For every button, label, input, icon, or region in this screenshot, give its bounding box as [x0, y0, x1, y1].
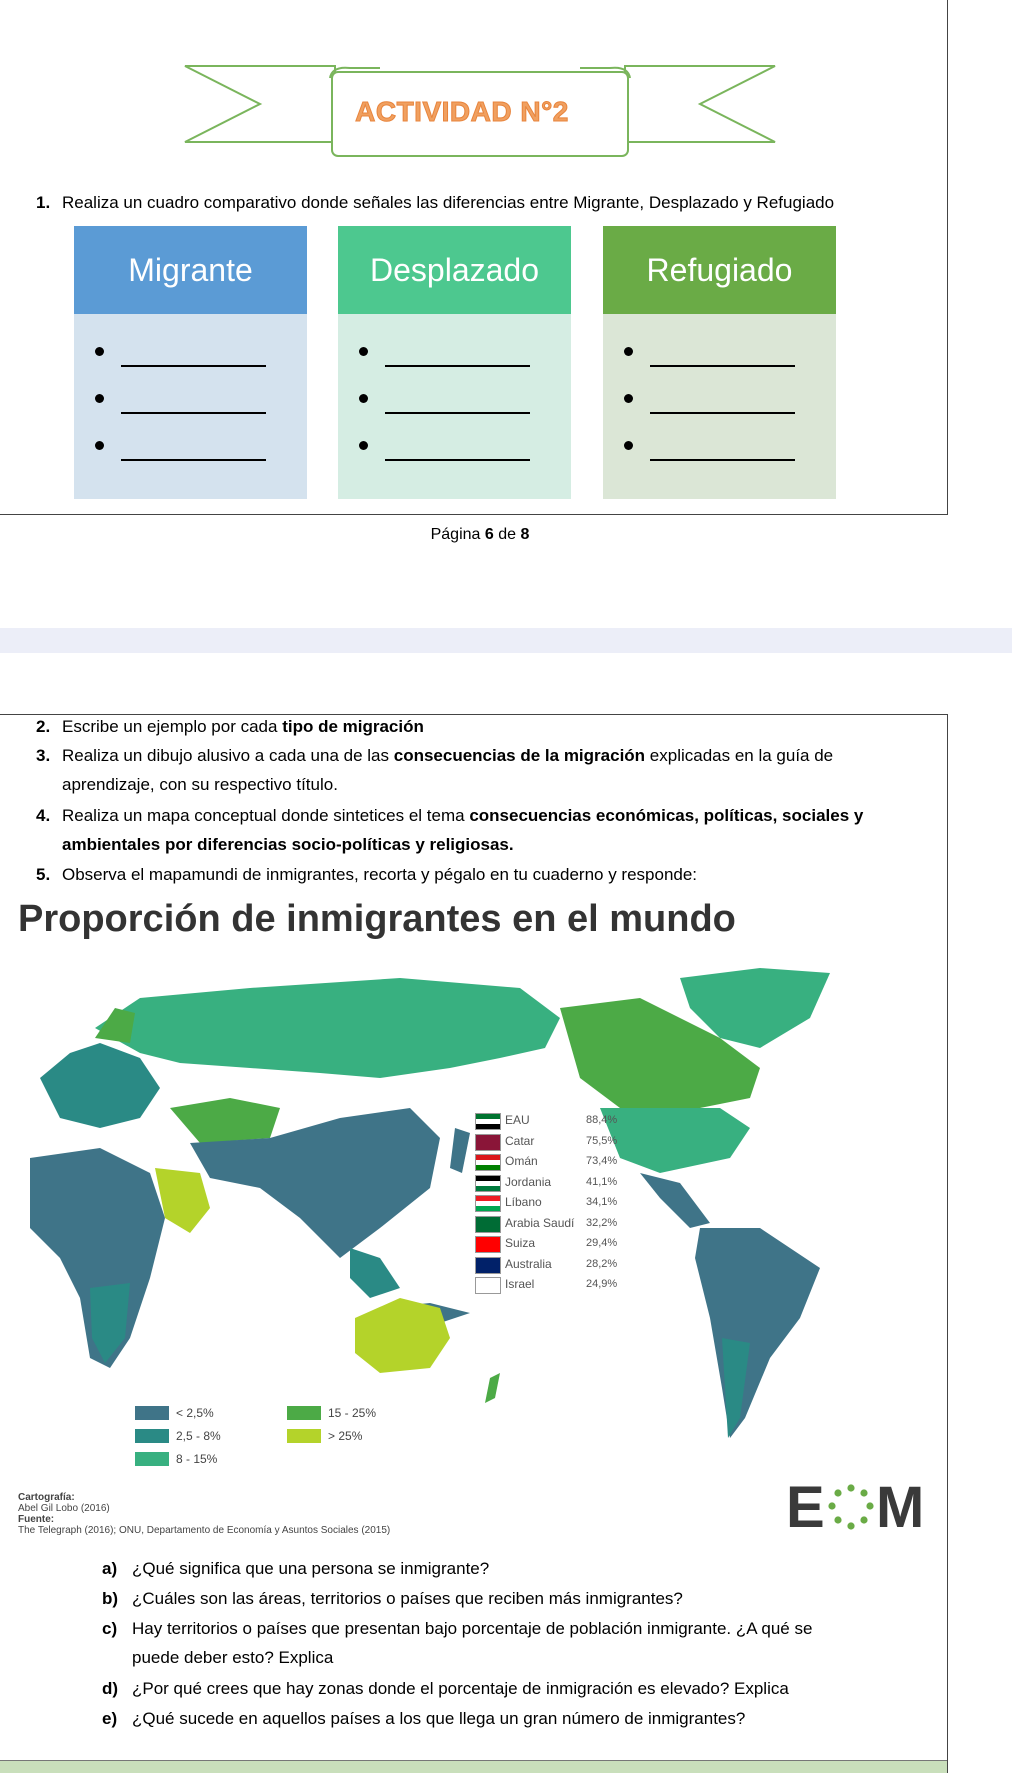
card-body-refugiado [603, 314, 836, 499]
map-title: Proporción de inmigrantes en el mundo [18, 898, 736, 940]
card-body-migrante [74, 314, 307, 499]
card-body-desplazado [338, 314, 571, 499]
stat-country: Jordania [505, 1174, 552, 1189]
stat-country: Suiza [505, 1236, 536, 1250]
answer-blank-line [650, 412, 795, 414]
subquestion: b) ¿Cuáles son las áreas, territorios o países que reciben más inmigrantes? [102, 1589, 683, 1608]
map-europe [40, 1043, 160, 1128]
stat-value: 34,1% [586, 1196, 618, 1208]
answer-blank-line [650, 459, 795, 461]
flag-icon [475, 1113, 501, 1130]
page-footer: Página 6 de 8 [430, 526, 530, 543]
subquestion: puede deber esto? Explica [132, 1648, 334, 1667]
legend-swatch [287, 1429, 321, 1443]
eom-logo: E M [786, 1475, 925, 1540]
stat-value: 73,4% [586, 1155, 618, 1167]
flag-icon [475, 1216, 501, 1233]
question-line: 4. Realiza un mapa conceptual donde sintetices el tema consecuencias económicas, políticas, sociales y [36, 806, 864, 825]
next-page-strip [0, 1760, 947, 1773]
answer-blank-line [121, 365, 266, 367]
legend-label: < 2,5% [176, 1406, 214, 1420]
question-line: 3. Realiza un dibujo alusivo a cada una de las consecuencias de la migración explicadas en la guía de [36, 746, 834, 765]
bullet-icon [95, 441, 104, 450]
cartography-label: Cartografía: [18, 1492, 75, 1503]
stat-country: Líbano [505, 1195, 542, 1209]
question-line: ambientales por diferencias socio-políticas y religiosas. [62, 835, 514, 854]
legend-label: 2,5 - 8% [176, 1429, 221, 1443]
bullet-icon [359, 347, 368, 356]
stat-value: 24,9% [586, 1278, 618, 1290]
card-header-migrante: Migrante [74, 226, 307, 314]
stat-country: Israel [505, 1277, 535, 1291]
card-header-refugiado: Refugiado [603, 226, 836, 314]
flag-icon [475, 1277, 501, 1294]
activity-title: ACTIVIDAD N°2 [355, 96, 569, 127]
stat-value: 29,4% [586, 1237, 618, 1249]
world-map [0, 958, 947, 1478]
answer-blank-line [650, 365, 795, 367]
source-text: The Telegraph (2016); ONU, Departamento de Economía y Asuntos Sociales (2015) [18, 1525, 391, 1536]
question-line: aprendizaje, con su respectivo título. [62, 775, 338, 794]
map-australia [355, 1298, 450, 1373]
map-new-zealand [485, 1373, 500, 1403]
bullet-icon [359, 394, 368, 403]
map-central-america [640, 1173, 710, 1228]
answer-blank-line [385, 365, 530, 367]
bullet-icon [624, 347, 633, 356]
stat-value: 28,2% [586, 1257, 618, 1270]
bullet-icon [624, 441, 633, 450]
flag-icon [475, 1154, 501, 1171]
subquestion: a) ¿Qué significa que una persona se inmigrante? [102, 1559, 490, 1578]
logo-ring-icon [828, 1484, 874, 1530]
flag-icon [475, 1257, 501, 1274]
flag-icon [475, 1175, 501, 1192]
legend-label: > 25% [328, 1429, 363, 1443]
legend-label: 15 - 25% [328, 1406, 377, 1420]
subquestion: e) ¿Qué sucede en aquellos países a los que llega un gran número de inmigrantes? [102, 1709, 746, 1728]
map-south-america [695, 1228, 820, 1438]
flag-icon [475, 1236, 501, 1253]
answer-blank-line [385, 412, 530, 414]
flag-icon [475, 1195, 501, 1212]
legend-label: 8 - 15% [176, 1452, 218, 1466]
bullet-icon [359, 441, 368, 450]
stat-country: EAU [505, 1113, 530, 1127]
question-1: 1. Realiza un cuadro comparativo donde señales las diferencias entre Migrante, Desplazado y Refugiado [36, 193, 835, 212]
question-line: 2. Escribe un ejemplo por cada tipo de migración [36, 717, 424, 736]
map-kazakhstan [170, 1098, 280, 1143]
card-header-desplazado: Desplazado [338, 226, 571, 314]
answer-blank-line [121, 412, 266, 414]
map-japan [450, 1128, 470, 1173]
stat-value: 88,4% [586, 1114, 618, 1126]
legend-swatch [135, 1429, 169, 1443]
stat-country: Omán [505, 1154, 538, 1168]
subquestion: c) Hay territorios o países que presentan bajo porcentaje de población inmigrante. ¿A qué se [102, 1619, 813, 1638]
stat-value: 75,5% [586, 1134, 618, 1147]
answer-blank-line [121, 459, 266, 461]
bullet-icon [624, 394, 633, 403]
flag-icon [475, 1134, 501, 1151]
stat-value: 41,1% [586, 1175, 618, 1188]
legend-swatch [287, 1406, 321, 1420]
stat-country: Catar [505, 1133, 535, 1148]
source-label: Fuente: [18, 1514, 55, 1525]
stat-country: Arabia Saudí [505, 1215, 575, 1230]
stat-value: 32,2% [586, 1216, 618, 1229]
bullet-icon [95, 347, 104, 356]
map-russia [95, 978, 560, 1078]
cartography-name: Abel Gil Lobo (2016) [18, 1503, 110, 1514]
subquestion: d) ¿Por qué crees que hay zonas donde el porcentaje de inmigración es elevado? Explica [102, 1679, 789, 1698]
legend-swatch [135, 1406, 169, 1420]
map-credits [18, 1492, 390, 1536]
legend-swatch [135, 1452, 169, 1466]
stat-country: Australia [505, 1256, 552, 1271]
question-line: 5. Observa el mapamundi de inmigrantes, recorta y pégalo en tu cuaderno y responde: [36, 865, 698, 884]
answer-blank-line [385, 459, 530, 461]
map-se-asia [350, 1248, 400, 1298]
page-gap [0, 628, 1012, 653]
map-usa [600, 1108, 750, 1173]
bullet-icon [95, 394, 104, 403]
